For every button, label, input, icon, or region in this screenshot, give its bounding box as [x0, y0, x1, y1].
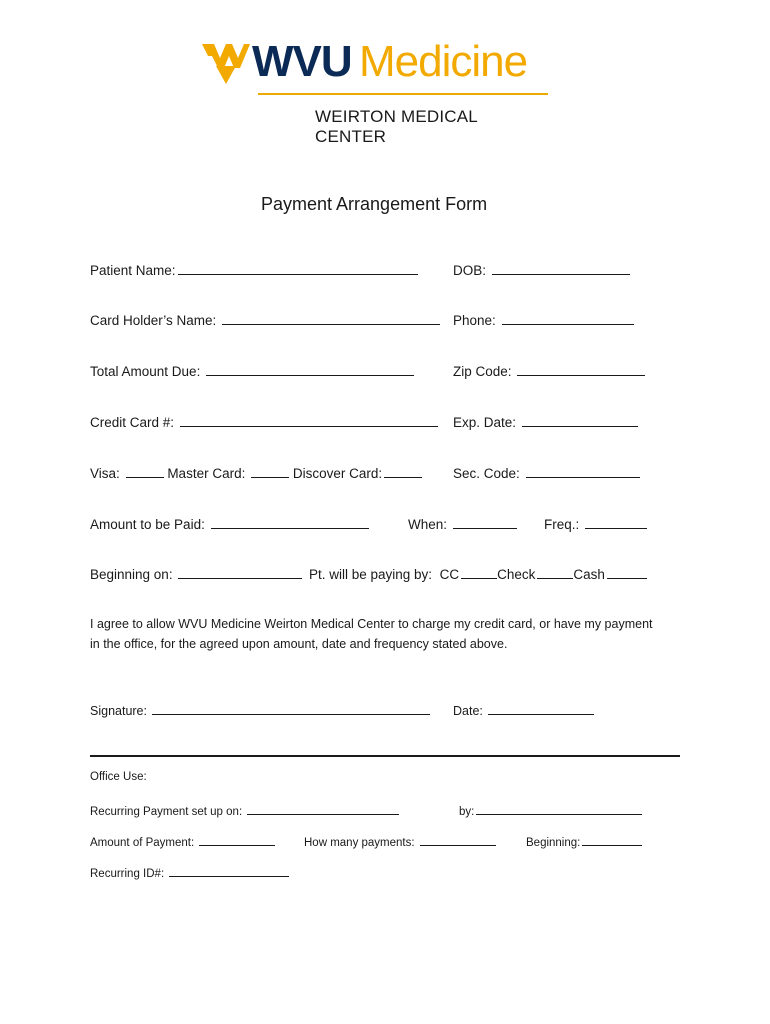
patient-name-label: Patient Name: [90, 263, 176, 278]
office-beginning-blank[interactable] [582, 833, 642, 846]
dob-label: DOB: [453, 263, 487, 278]
phone-blank[interactable] [502, 312, 634, 325]
zip-blank[interactable] [517, 363, 645, 376]
agreement-line-1: I agree to allow WVU Medicine Weirton Medical Center to charge my credit card, or have my payment [90, 617, 653, 631]
beginning-blank[interactable] [178, 566, 302, 579]
patient-name-field[interactable] [90, 262, 418, 278]
signature-field[interactable] [90, 702, 430, 718]
amount-payment-label: Amount of Payment: [90, 837, 195, 849]
paying-by-label: Pt. will be paying by: [309, 567, 433, 582]
cc-label: CC [439, 567, 460, 582]
dob-field[interactable] [453, 262, 630, 278]
phone-field[interactable] [453, 312, 634, 328]
beginning-label: Beginning on: [90, 567, 173, 582]
date-blank[interactable] [488, 702, 594, 715]
check-blank[interactable] [537, 566, 573, 579]
card-type-row [90, 465, 422, 481]
beginning-field[interactable] [90, 566, 302, 582]
exp-date-label: Exp. Date: [453, 415, 517, 430]
master-card-label: Master Card: [167, 466, 246, 481]
recurring-setup-blank[interactable] [247, 802, 399, 815]
recurring-id-label: Recurring ID#: [90, 868, 165, 880]
by-blank[interactable] [476, 802, 642, 815]
office-beginning-field[interactable] [526, 833, 642, 849]
card-holder-field[interactable] [90, 312, 440, 328]
credit-card-label: Credit Card #: [90, 415, 175, 430]
how-many-label: How many payments: [304, 837, 415, 849]
signature-blank[interactable] [152, 702, 430, 715]
credit-card-field[interactable] [90, 414, 438, 430]
payment-method-row [309, 566, 647, 582]
how-many-field[interactable] [304, 833, 496, 849]
form-title: Payment Arrangement Form [261, 194, 488, 214]
check-label: Check [497, 567, 536, 582]
phone-label: Phone: [453, 313, 496, 328]
recurring-id-field[interactable] [90, 864, 289, 880]
date-field[interactable] [453, 702, 594, 718]
amount-paid-blank[interactable] [211, 516, 369, 529]
visa-label: Visa: [90, 466, 120, 481]
dob-blank[interactable] [492, 262, 630, 275]
total-due-field[interactable] [90, 363, 414, 379]
when-label: When: [408, 517, 448, 532]
how-many-blank[interactable] [420, 833, 496, 846]
sec-code-blank[interactable] [526, 465, 640, 478]
cash-blank[interactable] [607, 566, 647, 579]
logo-brand-light: Medicine [359, 37, 528, 86]
agreement-line-2: in the office, for the agreed upon amount, date and frequency stated above. [90, 637, 508, 651]
flying-wv-icon [200, 38, 252, 86]
logo-divider [258, 93, 548, 95]
recurring-id-blank[interactable] [169, 864, 289, 877]
amount-paid-label: Amount to be Paid: [90, 517, 205, 532]
visa-blank[interactable] [126, 465, 164, 478]
signature-label: Signature: [90, 704, 147, 718]
discover-card-label: Discover Card: [292, 466, 383, 481]
amount-payment-blank[interactable] [199, 833, 275, 846]
freq-field[interactable] [544, 516, 647, 532]
sec-code-label: Sec. Code: [453, 466, 520, 481]
by-label: by: [459, 806, 475, 818]
office-beginning-label: Beginning: [526, 837, 581, 849]
date-label: Date: [453, 704, 483, 718]
zip-label: Zip Code: [453, 364, 512, 379]
credit-card-blank[interactable] [180, 414, 438, 427]
recurring-setup-label: Recurring Payment set up on: [90, 806, 243, 818]
master-card-blank[interactable] [251, 465, 289, 478]
exp-date-blank[interactable] [522, 414, 638, 427]
when-field[interactable] [408, 516, 517, 532]
office-use-heading: Office Use: [90, 771, 147, 783]
logo-brand-bold: WVU [252, 37, 352, 86]
exp-date-field[interactable] [453, 414, 638, 430]
freq-blank[interactable] [585, 516, 647, 529]
card-holder-label: Card Holder’s Name: [90, 313, 217, 328]
amount-payment-field[interactable] [90, 833, 275, 849]
patient-name-blank[interactable] [178, 262, 418, 275]
recurring-setup-field[interactable] [90, 802, 399, 818]
when-blank[interactable] [453, 516, 517, 529]
freq-label: Freq.: [544, 517, 580, 532]
logo-subtitle: WEIRTON MEDICAL CENTER [315, 107, 478, 146]
cc-blank[interactable] [461, 566, 497, 579]
total-due-blank[interactable] [206, 363, 414, 376]
section-divider [90, 755, 680, 757]
discover-card-blank[interactable] [384, 465, 422, 478]
amount-paid-field[interactable] [90, 516, 369, 532]
zip-field[interactable] [453, 363, 645, 379]
cash-label: Cash [573, 567, 605, 582]
wvu-medicine-logo [200, 37, 552, 146]
sec-code-field[interactable] [453, 465, 640, 481]
agreement-text [90, 614, 680, 654]
total-due-label: Total Amount Due: [90, 364, 201, 379]
card-holder-blank[interactable] [222, 312, 440, 325]
by-field[interactable] [459, 802, 642, 818]
